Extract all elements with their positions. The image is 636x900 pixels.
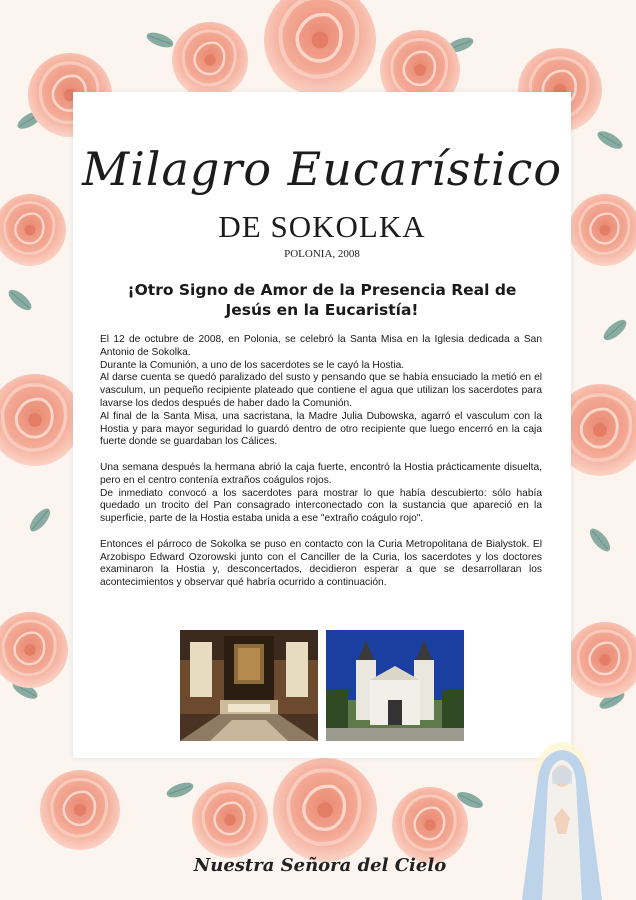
headline <box>113 280 531 320</box>
paragraph-6: De inmediato convocó a los sacerdotes para mostrar lo que había descubierto: sólo había quedado un trocito del Pan consagrado interconectado con la sustancia que apareció en la superficie, parte de la Hostia estaba unida a ese "extraño coágulo rojo". <box>100 487 542 525</box>
content-card <box>73 92 571 758</box>
paragraph-1: El 12 de octubre de 2008, en Polonia, se celebró la Santa Misa en la Iglesia dedicada a San Antonio de Sokolka. <box>100 334 542 358</box>
paragraph-5: Una semana después la hermana abrió la caja fuerte, encontró la Hostia prácticamente disuelta, pero en el centro contenía extraños coágulos rojos. <box>100 461 542 486</box>
main-title: DE SOKOLKA <box>218 209 426 244</box>
paragraph-4: Al final de la Santa Misa, una sacristana, la Madre Julia Dubowska, agarró el vasculum con la Hostia y para mayor seguridad lo guardó dentro de otro recipiente que luego encerró en la caja fuerte donde se guardaban los Cálices. <box>100 410 542 448</box>
subtitle: POLONIA, 2008 <box>284 248 360 260</box>
script-title: Milagro Eucarístico <box>81 142 563 196</box>
paragraph-2: Durante la Comunión, a uno de los sacerdotes se le cayó la Hostia. <box>100 359 405 371</box>
paragraph-7: Entonces el párroco de Sokolka se puso en contacto con la Curia Metropolitana de Bialystok. El Arzobispo Edward Ozorowski junto con el Canciller de la Curia, los sacerdotes y los doctores examinaron la Hostia y, desconcertados, decidieron esperar a que se desarrollaran los acontecimientos y observar qué habría ocurrido a continuación. <box>100 538 542 589</box>
paragraph-3: Al darse cuenta se quedó paralizado del susto y pensando que se había ensuciado la metió en el vasculum, un pequeño recipiente plateado que contiene el agua que utilizan los sacerdotes para lavarse los dedos después de haber dado la Comunión. <box>100 372 542 409</box>
footer-signature: Nuestra Señora del Cielo <box>193 855 447 876</box>
headline-line-2: Jesús en la Eucaristía! <box>225 301 419 319</box>
headline-line-1: ¡Otro Signo de Amor de la Presencia Real de <box>127 281 517 299</box>
article-body <box>100 334 542 590</box>
church-interior-photo <box>180 630 318 741</box>
virgin-mary-image <box>512 738 612 900</box>
church-exterior-photo <box>326 630 464 741</box>
